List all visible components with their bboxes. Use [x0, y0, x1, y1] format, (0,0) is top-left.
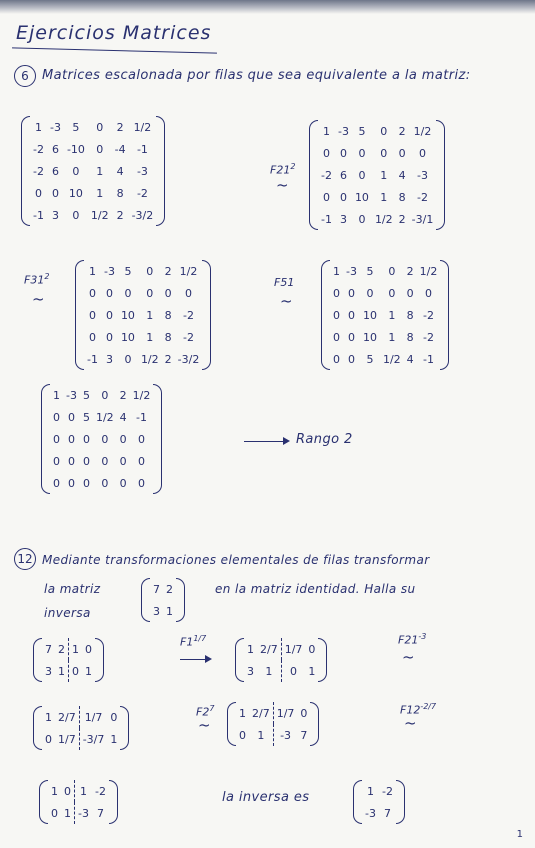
matrix-cell: 0: [366, 286, 374, 300]
matrix-row: [318, 142, 436, 164]
equivalence-tilde: ~: [402, 648, 415, 666]
matrix-cell: 1/2: [90, 208, 109, 222]
row-op-scalar: 2: [44, 272, 50, 281]
matrix-row: [84, 304, 202, 326]
matrix-cell: 1: [265, 664, 273, 678]
row-op-scalar: 1/7: [193, 634, 207, 643]
matrix-row: [244, 660, 318, 682]
matrix-cell: 3: [45, 664, 52, 678]
matrix-cell: -3: [417, 168, 428, 182]
matrix-cell: 8: [116, 186, 124, 200]
matrix-row: [84, 282, 202, 304]
matrix-cell: 0: [138, 454, 146, 468]
matrix-cell: 0: [88, 308, 96, 322]
matrix-cell: -2: [321, 168, 332, 182]
matrix-cell: 0: [322, 146, 330, 160]
matrix-6-step3: [330, 260, 440, 370]
matrix-cell: 0: [101, 476, 109, 490]
matrix-cell: 1: [146, 330, 154, 344]
matrix-cell: 0: [72, 208, 80, 222]
matrix-row: [362, 802, 396, 824]
matrix-row: [330, 304, 440, 326]
equivalence-tilde: ~: [198, 716, 211, 734]
matrix-cell: 1: [388, 330, 396, 344]
matrix-cell: 0: [67, 410, 75, 424]
matrix-cell: 0: [72, 164, 80, 178]
matrix-cell: -2: [423, 330, 434, 344]
matrix-table: [30, 116, 156, 226]
matrix-cell: 1/2: [140, 352, 159, 366]
matrix-cell: 1/2: [374, 212, 393, 226]
matrix-cell: 2: [406, 264, 414, 278]
matrix-cell: 0: [53, 476, 60, 490]
row-op-arrow: [180, 659, 210, 660]
matrix-row: [42, 706, 120, 728]
matrix-cell: -3: [49, 120, 61, 134]
matrix-cell: 2: [164, 264, 172, 278]
matrix-cell: 1/7: [273, 702, 297, 724]
matrix-row: [330, 282, 440, 304]
matrix-row: [48, 780, 109, 802]
matrix-cell: -3: [136, 164, 148, 178]
matrix-cell: -3: [346, 264, 357, 278]
matrix-cell: -2: [183, 308, 194, 322]
matrix-cell: 0: [380, 124, 388, 138]
matrix-row: [150, 578, 176, 600]
matrix-cell: 1/2: [419, 264, 438, 278]
matrix-cell: 1/2: [382, 352, 401, 366]
matrix-cell: 2: [398, 124, 406, 138]
matrix-cell: 1: [96, 186, 104, 200]
matrix-cell: -2: [381, 784, 393, 798]
matrix-cell: 1: [166, 604, 173, 618]
matrix-cell: -2: [94, 784, 106, 798]
matrix-cell: 6: [51, 142, 59, 156]
matrix-cell: 1: [247, 642, 254, 656]
matrix-cell: 7: [45, 642, 52, 656]
matrix-row: [50, 450, 153, 472]
matrix-cell: 10: [120, 308, 135, 322]
exercise-12-statement-line1: Mediante transformaciones elementales de filas transformar: [42, 553, 430, 567]
matrix-cell: 0: [85, 642, 92, 656]
matrix-cell: -1: [136, 410, 147, 424]
matrix-cell: -3/1: [411, 212, 434, 226]
matrix-cell: 0: [105, 330, 113, 344]
matrix-cell: 7: [383, 806, 391, 820]
matrix-cell: 0: [67, 454, 75, 468]
matrix-row: [244, 638, 318, 660]
inverse-label: la inversa es: [222, 790, 310, 805]
exercise-12-statement-line3: inversa: [44, 606, 91, 620]
matrix-cell: 0: [69, 660, 83, 682]
matrix-table: [50, 384, 153, 494]
matrix-12-step3: [236, 702, 310, 746]
matrix-cell: 0: [347, 352, 355, 366]
matrix-cell: 1: [308, 664, 316, 678]
matrix-cell: 0: [82, 432, 90, 446]
matrix-cell: 4: [406, 352, 414, 366]
matrix-cell: 1: [380, 190, 388, 204]
matrix-cell: -3/2: [131, 208, 154, 222]
matrix-cell: 0: [96, 120, 104, 134]
matrix-cell: 1/7: [281, 638, 305, 660]
matrix-cell: 1: [69, 638, 83, 660]
matrix-cell: 7: [300, 728, 308, 742]
matrix-table: [150, 578, 176, 622]
matrix-cell: 0: [119, 476, 127, 490]
matrix-cell: 0: [308, 642, 316, 656]
matrix-cell: 0: [333, 308, 340, 322]
matrix-cell: 8: [406, 330, 414, 344]
matrix-row: [84, 326, 202, 348]
matrix-table: [244, 638, 318, 682]
matrix-cell: -1: [423, 352, 434, 366]
matrix-cell: 1: [45, 710, 52, 724]
row-op-label: F2: [196, 705, 210, 719]
matrix-cell: 2/7: [252, 706, 270, 720]
matrix-cell: 0: [101, 454, 109, 468]
matrix-cell: 8: [398, 190, 406, 204]
matrix-cell: 1/2: [132, 388, 151, 402]
exercise-6-statement: Matrices escalonada por filas que sea equivalente a la matriz:: [42, 68, 471, 83]
matrix-cell: 8: [164, 308, 172, 322]
matrix-cell: 1: [257, 728, 265, 742]
exercise-6-number: 6: [14, 65, 36, 87]
matrix-cell: 0: [119, 432, 127, 446]
matrix-row: [50, 384, 153, 406]
matrix-cell: -3/7: [79, 728, 107, 750]
matrix-cell: 0: [88, 330, 96, 344]
matrix-cell: 0: [339, 146, 347, 160]
matrix-table: [42, 638, 95, 682]
matrix-cell: 10: [120, 330, 135, 344]
row-op-scalar: -2/7: [420, 702, 437, 711]
matrix-cell: 0: [281, 660, 305, 682]
matrix-cell: 5: [358, 124, 366, 138]
matrix-cell: 10: [362, 308, 377, 322]
matrix-cell: 0: [34, 186, 42, 200]
matrix-6-step1: [318, 120, 436, 230]
matrix-row: [150, 600, 176, 622]
matrix-cell: 5: [82, 388, 90, 402]
matrix-cell: 4: [398, 168, 406, 182]
matrix-cell: 1: [366, 784, 374, 798]
equivalence-tilde: ~: [276, 176, 289, 194]
result-arrow: [244, 441, 288, 442]
matrix-cell: -1: [136, 142, 148, 156]
matrix-cell: 0: [64, 784, 71, 798]
page-number: 1: [516, 829, 523, 840]
matrix-cell: 3: [105, 352, 113, 366]
title-underline: [12, 47, 217, 53]
matrix-row: [30, 138, 156, 160]
matrix-cell: 0: [239, 728, 246, 742]
matrix-cell: 1: [239, 706, 246, 720]
matrix-cell: 0: [164, 286, 172, 300]
exercise-12-statement-line2a: la matriz: [44, 582, 101, 596]
matrix-row: [362, 780, 396, 802]
matrix-table: [330, 260, 440, 370]
equivalence-tilde: ~: [32, 290, 45, 308]
matrix-cell: 10: [68, 186, 83, 200]
matrix-cell: 2: [166, 582, 173, 596]
matrix-cell: 0: [388, 286, 396, 300]
matrix-cell: 0: [101, 432, 109, 446]
exercise-12-statement-line2b: en la matriz identidad. Halla su: [215, 582, 416, 596]
matrix-cell: 0: [51, 186, 59, 200]
row-op-label: F21: [398, 633, 419, 647]
row-op-f21: [270, 162, 295, 177]
matrix-cell: 0: [333, 352, 340, 366]
matrix-cell: 1: [51, 784, 58, 798]
matrix-row: [318, 208, 436, 230]
matrix-row: [42, 660, 95, 682]
matrix-cell: 0: [406, 286, 414, 300]
matrix-cell: 0: [51, 806, 58, 820]
matrix-6-original: [30, 116, 156, 226]
row-op-f51: F51: [274, 276, 295, 289]
matrix-6-echelon: [50, 384, 153, 494]
matrix-cell: 0: [339, 190, 347, 204]
matrix-row: [30, 204, 156, 226]
matrix-cell: -2: [183, 330, 194, 344]
matrix-cell: 0: [358, 146, 366, 160]
matrix-cell: 0: [418, 146, 426, 160]
matrix-cell: 0: [96, 142, 104, 156]
matrix-cell: 1: [75, 780, 92, 802]
matrix-cell: 2/7: [58, 710, 76, 724]
matrix-cell: 0: [53, 410, 60, 424]
matrix-12-given: [150, 578, 176, 622]
matrix-cell: -3: [66, 388, 77, 402]
matrix-table: [84, 260, 202, 370]
matrix-cell: 1: [85, 664, 92, 678]
matrix-cell: 4: [116, 164, 124, 178]
matrix-12-identity: [48, 780, 109, 824]
matrix-cell: 1: [322, 124, 330, 138]
matrix-cell: 5: [124, 264, 132, 278]
matrix-cell: 0: [124, 352, 132, 366]
matrix-cell: 0: [358, 212, 366, 226]
matrix-cell: 1: [58, 664, 65, 678]
matrix-cell: 0: [358, 168, 366, 182]
matrix-row: [48, 802, 109, 824]
matrix-cell: 1: [333, 264, 340, 278]
matrix-cell: -10: [66, 142, 85, 156]
matrix-cell: 0: [82, 476, 90, 490]
matrix-cell: 7: [153, 582, 160, 596]
matrix-cell: -3: [337, 124, 349, 138]
matrix-cell: -3: [365, 806, 376, 820]
matrix-cell: -2: [33, 164, 44, 178]
matrix-12-step1: [244, 638, 318, 682]
matrix-cell: 1/2: [95, 410, 114, 424]
matrix-row: [84, 348, 202, 370]
matrix-cell: -1: [321, 212, 332, 226]
matrix-cell: 0: [333, 330, 340, 344]
matrix-cell: 0: [53, 432, 60, 446]
matrix-cell: -3: [103, 264, 115, 278]
page-title: Ejercicios Matrices: [16, 22, 212, 44]
matrix-cell: -2: [136, 186, 148, 200]
matrix-cell: 2: [119, 388, 127, 402]
matrix-cell: 4: [119, 410, 127, 424]
matrix-cell: -3: [75, 802, 92, 824]
matrix-row: [50, 472, 153, 494]
matrix-cell: 8: [406, 308, 414, 322]
matrix-cell: 1/2: [413, 124, 432, 138]
matrix-row: [330, 260, 440, 282]
matrix-cell: 10: [354, 190, 369, 204]
equivalence-tilde: ~: [404, 714, 417, 732]
matrix-cell: 1: [88, 264, 96, 278]
matrix-cell: 0: [347, 286, 355, 300]
matrix-row: [236, 724, 310, 746]
matrix-cell: 0: [110, 710, 118, 724]
matrix-cell: 1: [64, 806, 71, 820]
matrix-cell: 0: [82, 454, 90, 468]
matrix-cell: 0: [146, 286, 154, 300]
matrix-cell: 0: [105, 286, 113, 300]
matrix-cell: 1/7: [79, 706, 107, 728]
matrix-cell: 0: [398, 146, 406, 160]
matrix-cell: 5: [366, 264, 374, 278]
matrix-cell: 1: [110, 732, 118, 746]
matrix-cell: 5: [366, 352, 374, 366]
matrix-cell: -1: [33, 208, 44, 222]
matrix-cell: 2: [398, 212, 406, 226]
matrix-12-step2: [42, 706, 120, 750]
matrix-cell: 0: [124, 286, 132, 300]
matrix-cell: 1: [388, 308, 396, 322]
matrix-cell: 0: [388, 264, 396, 278]
matrix-cell: 0: [67, 476, 75, 490]
matrix-cell: 8: [164, 330, 172, 344]
matrix-row: [30, 160, 156, 182]
matrix-cell: 1: [34, 120, 42, 134]
row-op-scalar: -3: [418, 632, 427, 641]
matrix-cell: 5: [82, 410, 90, 424]
row-op-label: F1: [180, 635, 194, 649]
matrix-row: [42, 638, 95, 660]
matrix-row: [50, 406, 153, 428]
row-op-label: F21: [270, 163, 291, 177]
matrix-row: [42, 728, 120, 750]
matrix-cell: 1: [96, 164, 104, 178]
matrix-cell: 0: [322, 190, 330, 204]
matrix-cell: 0: [184, 286, 192, 300]
matrix-cell: 0: [67, 432, 75, 446]
matrix-cell: 0: [425, 286, 433, 300]
matrix-cell: 0: [119, 454, 127, 468]
row-op-f31: [24, 272, 49, 287]
matrix-cell: 3: [339, 212, 347, 226]
matrix-cell: 0: [53, 454, 60, 468]
matrix-row: [84, 260, 202, 282]
matrix-row: [330, 348, 440, 370]
matrix-cell: -2: [33, 142, 44, 156]
row-op-scalar: 2: [290, 162, 296, 171]
rank-result: Rango 2: [296, 432, 353, 447]
matrix-cell: 0: [138, 432, 146, 446]
matrix-cell: 3: [153, 604, 160, 618]
matrix-table: [236, 702, 310, 746]
matrix-cell: 0: [347, 308, 355, 322]
matrix-table: [318, 120, 436, 230]
matrix-row: [330, 326, 440, 348]
matrix-cell: 1/7: [58, 732, 76, 746]
matrix-cell: 0: [45, 732, 52, 746]
matrix-cell: -2: [417, 190, 428, 204]
matrix-cell: 2: [116, 120, 124, 134]
matrix-cell: 6: [339, 168, 347, 182]
matrix-row: [30, 116, 156, 138]
matrix-cell: 0: [300, 706, 308, 720]
row-op-label: F31: [24, 273, 45, 287]
matrix-cell: 0: [380, 146, 388, 160]
matrix-cell: -3: [273, 724, 297, 746]
matrix-table: [42, 706, 120, 750]
matrix-cell: -2: [423, 308, 434, 322]
row-op-scalar: 7: [209, 704, 215, 713]
row-op-label: F12: [400, 703, 421, 717]
matrix-12-augmented: [42, 638, 95, 682]
matrix-row: [318, 120, 436, 142]
matrix-cell: -4: [114, 142, 126, 156]
matrix-cell: 1: [146, 308, 154, 322]
matrix-row: [318, 164, 436, 186]
equivalence-tilde: ~: [280, 292, 293, 310]
matrix-table: [48, 780, 109, 824]
matrix-cell: -1: [87, 352, 98, 366]
matrix-cell: -3/2: [177, 352, 200, 366]
matrix-cell: 0: [88, 286, 96, 300]
matrix-12-inverse: [362, 780, 396, 824]
matrix-cell: 6: [51, 164, 59, 178]
matrix-row: [30, 182, 156, 204]
matrix-6-step2: [84, 260, 202, 370]
matrix-cell: 2: [58, 642, 65, 656]
matrix-cell: 0: [138, 476, 146, 490]
matrix-cell: 0: [347, 330, 355, 344]
row-op-f1: [180, 634, 206, 649]
matrix-cell: 10: [362, 330, 377, 344]
matrix-table: [362, 780, 396, 824]
matrix-cell: 1: [53, 388, 60, 402]
matrix-cell: 5: [72, 120, 80, 134]
matrix-cell: 0: [105, 308, 113, 322]
matrix-cell: 1/2: [179, 264, 198, 278]
matrix-cell: 1: [380, 168, 388, 182]
matrix-row: [50, 428, 153, 450]
matrix-row: [318, 186, 436, 208]
row-op-f21-b: [398, 632, 426, 647]
page-top-shadow: [0, 0, 535, 14]
matrix-cell: 0: [333, 286, 340, 300]
matrix-row: [236, 702, 310, 724]
matrix-cell: 7: [96, 806, 104, 820]
matrix-cell: 3: [247, 664, 254, 678]
matrix-cell: 2/7: [260, 642, 278, 656]
exercise-12-number: 12: [14, 548, 36, 570]
matrix-cell: 0: [101, 388, 109, 402]
matrix-cell: 2: [116, 208, 124, 222]
matrix-cell: 0: [146, 264, 154, 278]
matrix-cell: 1/2: [133, 120, 152, 134]
matrix-cell: 2: [164, 352, 172, 366]
matrix-cell: 3: [51, 208, 59, 222]
